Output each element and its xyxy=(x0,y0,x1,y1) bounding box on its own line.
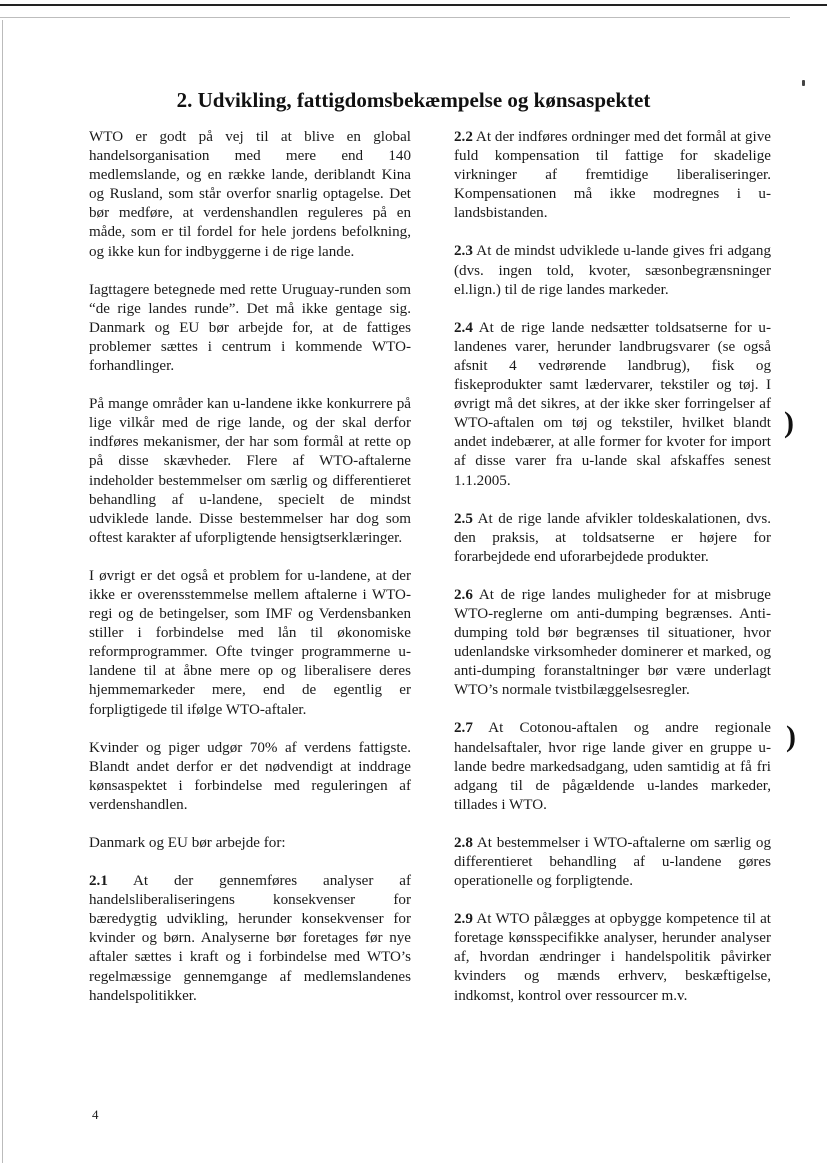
paragraph xyxy=(89,281,411,376)
paragraph-text: At bestemmelser i WTO-aftalerne om særlig og differentieret behandling af u-landene gøres operationelle og forpligtende. xyxy=(454,834,771,890)
paragraph-text: At de rige lande nedsætter toldsatserne for u-landenes varer, herunder landbrugsvarer (se også afsnit 4 vedrørende landbrug), fisk og fiskeprodukter samt lædervarer, tekstiler og tøj. I øvrigt må det sikres, at der ikke sker forringelser af WTO-aftalen om tøj og tekstiler, hvilket blandt andet indebærer, at alle former for kvoter for import af disse varer fra u-lande skal afskaffes senest 1.1.2005. xyxy=(454,319,771,489)
paragraph-text: At Cotonou-aftalen og andre regionale handelsaftaler, hvor rige lande giver en gruppe u-lande bedre markedsadgang, uden samtidig at få fri adgang til de pågældende u-landes markeder, tillades i WTO. xyxy=(454,720,771,813)
paragraph-text: At de mindst udviklede u-lande gives fri adgang (dvs. ingen told, kvoter, sæsonbegrænsninger el.lign.) til de rige landes markeder. xyxy=(454,243,771,298)
paragraph-text: Kvinder og piger udgør 70% af verdens fattigste. Blandt andet derfor er det nødvendigt at inddrage kønsaspektet i forbindelse med reguleringen af verdenshandlen. xyxy=(89,739,411,813)
item-number: 2.4 xyxy=(454,319,473,336)
paragraph-text: At der indføres ordninger med det formål at give fuld kompensation til fattige for skadelige virkninger af fremtidige liberaliseringer. Kompensationen må ikke modregnes i u-landsbistanden. xyxy=(454,129,771,222)
recommendation-item xyxy=(454,834,771,891)
margin-mark: ) xyxy=(786,720,796,753)
recommendation-item xyxy=(454,510,771,567)
paragraph-text: At de rige landes muligheder for at misbruge WTO-reglerne om anti-dumping begrænses. Anti-dumping told bør begrænses til situationer, hvor udenlandske virksomheder dominerer et marked, og anti-dumping foranstaltninger bør være underlagt WTO’s normale tvistbilæggelsesregler. xyxy=(454,586,771,699)
paragraph-text: Danmark og EU bør arbejde for: xyxy=(89,835,286,851)
recommendation-item xyxy=(454,242,771,299)
scan-mark xyxy=(802,80,805,86)
section-title: 2. Udvikling, fattigdomsbekæmpelse og kønsaspektet xyxy=(176,88,651,112)
right-column xyxy=(454,128,771,1006)
left-column xyxy=(89,128,411,1006)
item-number: 2.5 xyxy=(454,510,473,527)
recommendation-item xyxy=(89,872,411,1006)
paragraph-text: At de rige lande afvikler toldeskalationen, dvs. den praksis, at toldsatserne er højere for forarbejdede end uforarbejdede produkter. xyxy=(454,510,771,565)
page-number: 4 xyxy=(92,1107,99,1122)
paragraph-text: WTO er godt på vej til at blive en global handelsorganisation med mere end 140 medlemslande, og en række lande, deriblandt Kina og Rusland, som står overfor snarlig optagelse. Det bør medføre, at verdenshandlen reguleres på en måde, som er til fordel for hele jordens befolkning, og ikke kun for indbyggerne i de rige lande. xyxy=(89,129,411,260)
paragraph xyxy=(89,395,411,548)
left-scan-edge xyxy=(2,20,3,1163)
recommendation-item xyxy=(454,910,771,1005)
margin-mark: ) xyxy=(784,406,794,439)
recommendation-item xyxy=(454,128,771,223)
recommendation-item xyxy=(454,586,771,701)
top-rule-secondary xyxy=(0,17,790,18)
paragraph xyxy=(89,128,411,262)
paragraph xyxy=(89,739,411,815)
item-number: 2.9 xyxy=(454,911,473,928)
item-number: 2.7 xyxy=(454,720,473,737)
item-number: 2.8 xyxy=(454,834,473,851)
item-number: 2.6 xyxy=(454,586,473,603)
paragraph xyxy=(89,834,411,853)
paragraph-text: At WTO pålægges at opbygge kompetence til at foretage kønsspecifikke analyser, herunder analyser af, hvordan ændringer i handelspolitik påvirker kvinders og mænds erhverv, beskæftigelse, indkomst, kontrol over ressourcer m.v. xyxy=(454,911,771,1004)
paragraph xyxy=(89,567,411,720)
paragraph-text: Iagttagere betegnede med rette Uruguay-runden som “de rige landes runde”. Det må ikke gentage sig. Danmark og EU bør arbejde for, at de fattiges problemer sættes i centrum i kommende WTO-forhandlinger. xyxy=(89,281,411,375)
item-number: 2.2 xyxy=(454,129,473,145)
item-number: 2.1 xyxy=(89,873,108,890)
paragraph-text: I øvrigt er det også et problem for u-landene, at der ikke er overensstemmelse mellem aftalerne i WTO-regi og de betingelser, som IMF og Verdensbanken stiller i forbindelse med lån til økonomiske reformprogrammer. Ofte tvinger programmerne u-landene til at åbne mere op og liberalisere deres hjemmemarkeder mere, end de egentlig er forpligtigede til ifølge WTO-aftaler. xyxy=(89,567,411,718)
recommendation-item xyxy=(454,719,771,814)
recommendation-item xyxy=(454,319,771,491)
top-rule xyxy=(0,4,827,6)
item-number: 2.3 xyxy=(454,243,473,260)
paragraph-text: På mange områder kan u-landene ikke konkurrere på lige vilkår med de rige lande, og der skal derfor indføres mekanismer, der har som formål at rette op på disse skævheder. Flere af WTO-aftalerne indeholder bestemmelser om særlig og differentieret behandling af u-landene, specielt de mindst udviklede lande. Disse bestemmelser har dog som oftest karakter af uforpligtende hensigtserklæringer. xyxy=(89,396,411,546)
paragraph-text: At der gennemføres analyser af handelsliberaliseringens konsekvenser for bæredygtig udvikling, herunder konsekvenser for kvinder og børn. Analyserne bør foretages før nye aftaler sættes i kraft og i forbindelse med WTO’s regelmæssige gennemgange af medlemslandenes handelspolitikker. xyxy=(89,873,411,1004)
